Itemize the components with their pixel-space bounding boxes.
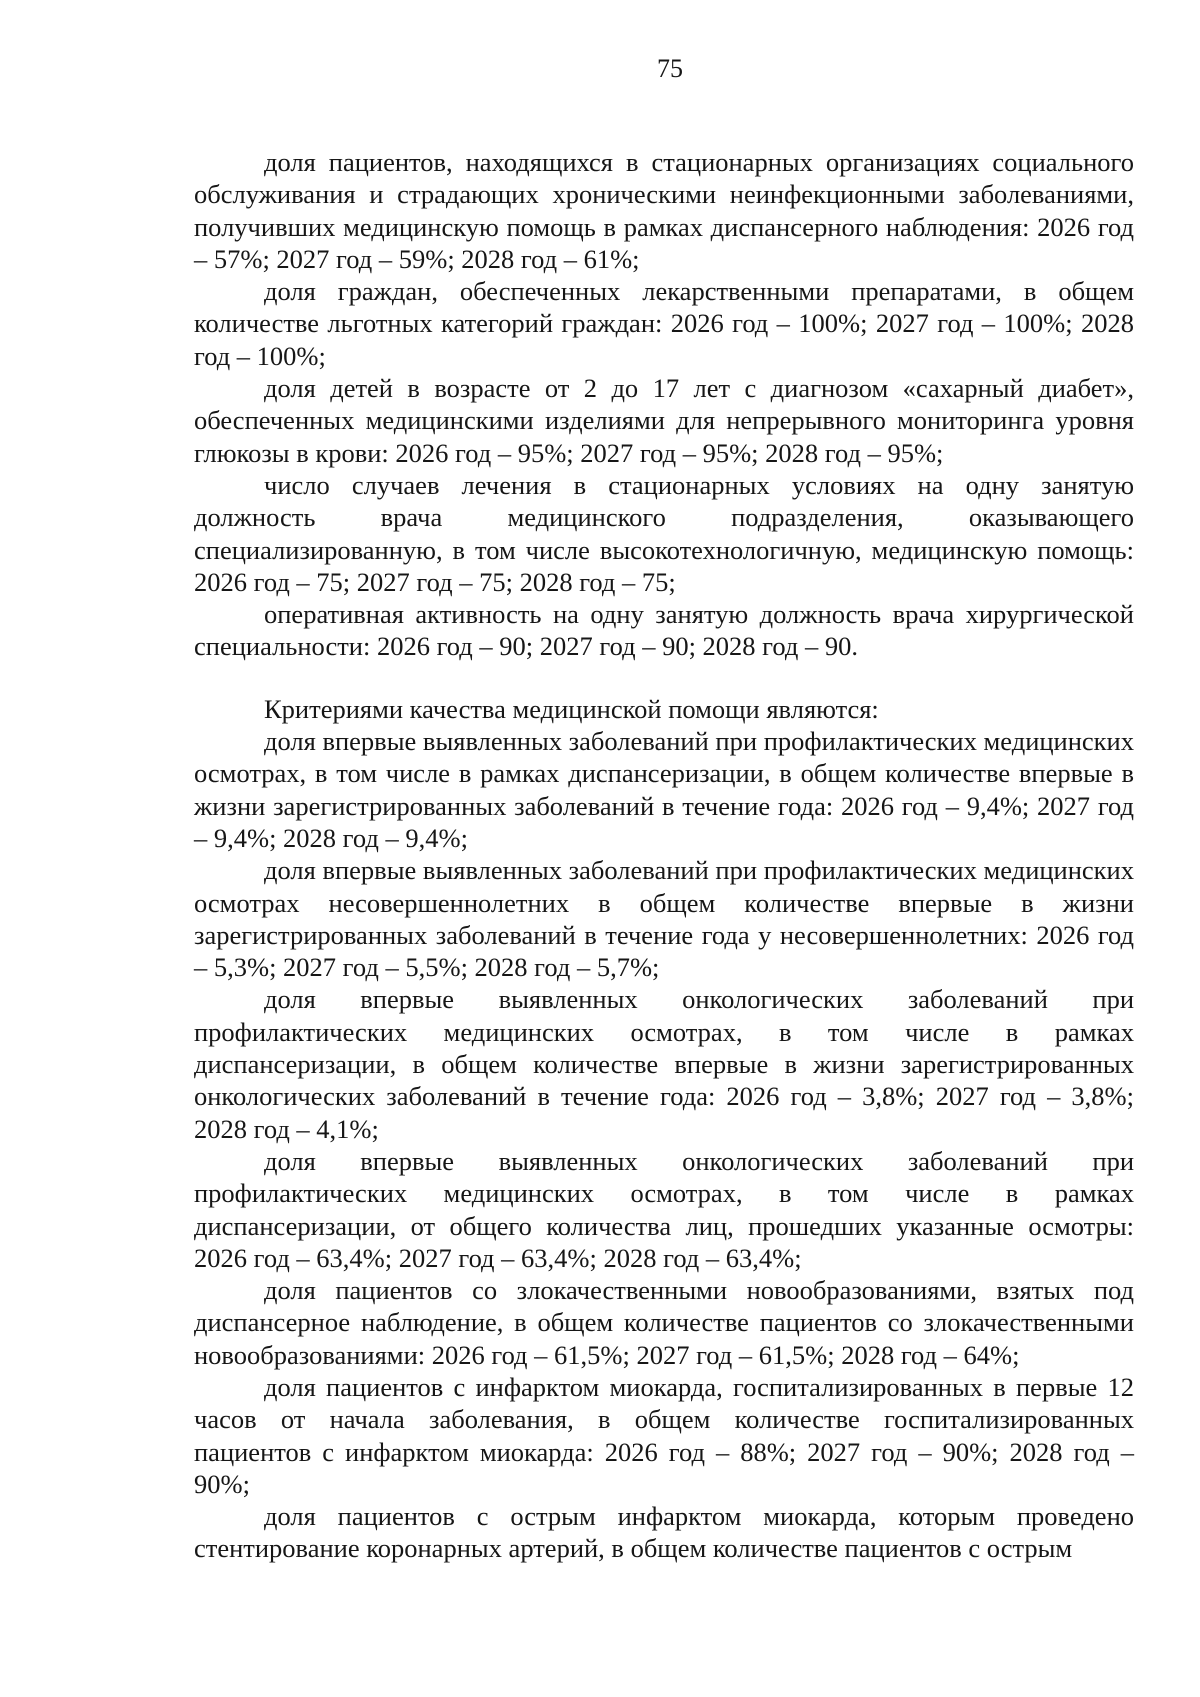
paragraph: оперативная активность на одну занятую должность врача хирургической специальности: 2026 год – 90; 2027 год – 90; 2028 год – 90. (194, 599, 1134, 662)
paragraph: доля детей в возрасте от 2 до 17 лет с диагнозом «сахарный диабет», обеспеченных медицинскими изделиями для непрерывного мониторинга уровня глюкозы в крови: 2026 год – 95%; 2027 год – 95%; 2028 год – 95%; (194, 373, 1134, 468)
paragraph: доля впервые выявленных онкологических заболеваний при профилактических медицинских осмотрах, в том числе в рамках диспансеризации, от общего количества лиц, прошедших указанные осмотры: 2026 год – 63,4%; 2027 год – 63,4%; 2028 год – 63,4%; (194, 1145, 1134, 1273)
section-heading: Критериями качества медицинской помощи являются: (264, 693, 879, 724)
paragraph: доля пациентов с инфарктом миокарда, госпитализированных в первые 12 часов от начала заболевания, в общем количестве госпитализированных пациентов с инфарктом миокарда: 2026 год – 88%; 2027 год – 90%; 2028 год – 90%; (194, 1371, 1134, 1499)
document-body (194, 146, 1134, 1565)
paragraph: доля пациентов со злокачественными новообразованиями, взятых под диспансерное наблюдение, в общем количестве пациентов со злокачественными новообразованиями: 2026 год – 61,5%; 2027 год – 61,5%; 2028 год – 64%; (194, 1275, 1134, 1370)
paragraph: доля впервые выявленных онкологических заболеваний при профилактических медицинских осмотрах, в том числе в рамках диспансеризации, в общем количестве впервые в жизни зарегистрированных онкологических заболеваний в течение года: 2026 год – 3,8%; 2027 год – 3,8%; 2028 год – 4,1%; (194, 984, 1134, 1144)
paragraph: доля впервые выявленных заболеваний при профилактических медицинских осмотрах несовершеннолетних в общем количестве впервые в жизни зарегистрированных заболеваний в течение года у несовершеннолетних: 2026 год – 5,3%; 2027 год – 5,5%; 2028 год – 5,7%; (194, 855, 1134, 983)
paragraph: доля впервые выявленных заболеваний при профилактических медицинских осмотрах, в том числе в рамках диспансеризации, в общем количестве впервые в жизни зарегистрированных заболеваний в течение года: 2026 год – 9,4%; 2027 год – 9,4%; 2028 год – 9,4%; (194, 726, 1134, 853)
paragraph: доля пациентов, находящихся в стационарных организациях социального обслуживания и страдающих хроническими неинфекционными заболеваниями, получивших медицинскую помощь в рамках диспансерного наблюдения: 2026 год – 57%; 2027 год – 59%; 2028 год – 61%; (194, 147, 1134, 274)
paragraph: доля пациентов с острым инфарктом миокарда, которым проведено стентирование коронарных артерий, в общем количестве пациентов с острым (194, 1501, 1134, 1564)
paragraph: доля граждан, обеспеченных лекарственными препаратами, в общем количестве льготных категорий граждан: 2026 год – 100%; 2027 год – 100%; 2028 год – 100%; (194, 276, 1134, 371)
page-number: 75 (657, 54, 683, 83)
paragraph: число случаев лечения в стационарных условиях на одну занятую должность врача медицинского подразделения, оказывающего специализированную, в том числе высокотехнологичную, медицинскую помощь: 2026 год – 75; 2027 год – 75; 2028 год – 75; (194, 469, 1134, 597)
